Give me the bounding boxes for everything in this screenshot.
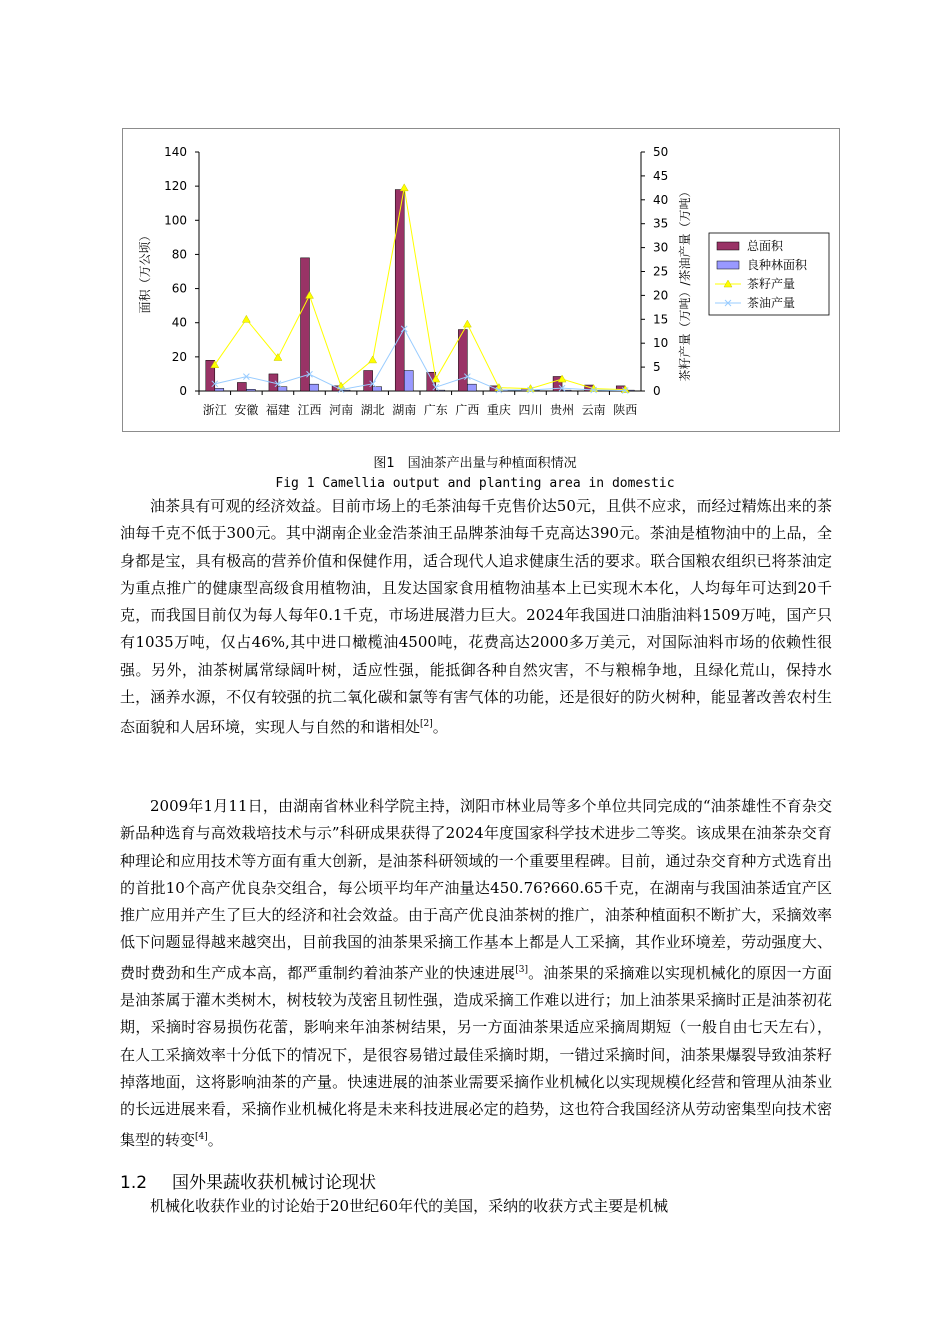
x-category-label: 江西 xyxy=(297,403,322,417)
x-category-label: 浙江 xyxy=(202,403,227,417)
para1-text: 油茶具有可观的经济效益。目前市场上的毛茶油每千克售价达50元，且供不应求，而经过精炼出来的茶油每千克不低于300元。其中湖南企业金浩茶油王品牌茶油每千克高达390元。茶油是植物油中的上品，全身都是宝，具有极高的营养价值和保健作用，适合现代人追求健康生活的要求。联合国粮农组织已将茶油定为重点推广的健康型高级食用植物油，且发达国家食用植物油基本上已实现木本化，人均每年可达到20千克，而我国目前仅为每人每年0.1千克，市场进展潜力巨大。2024年我国进口油脂油料1509万吨，国产只有1035万吨，仅占46%,其中进口橄榄油4500吨，花费高达2000多万美元，对国际油料市场的依赖性很强。另外，油茶树属常绿阔叶树，适应性强，能抵御各种自然灾害，不与粮棉争地，且绿化荒山，保持水土，涵养水源，不仅有较强的抗二氧化碳和氯等有害气体的功能，还是很好的防火树种，能显著改善农村生态面貌和人居环境，实现人与自然的和谐相处 xyxy=(120,497,832,737)
citation-2: [2] xyxy=(420,719,433,730)
bar-improved-area xyxy=(404,371,413,391)
point-seed-output xyxy=(242,315,250,322)
bar-improved-area xyxy=(215,388,224,391)
x-category-label: 云南 xyxy=(581,403,606,417)
x-category-label: 四川 xyxy=(518,403,543,417)
bar-improved-area xyxy=(467,384,476,391)
left-tick-label: 40 xyxy=(171,315,187,330)
x-category-label: 河南 xyxy=(329,403,354,417)
right-tick-label: 25 xyxy=(653,264,669,279)
figure-caption-en: Fig 1 Camellia output and planting area in domestic xyxy=(275,476,675,491)
x-category-label: 广东 xyxy=(423,403,448,417)
point-seed-output xyxy=(463,320,471,327)
x-category-label: 湖北 xyxy=(360,403,385,417)
right-tick-label: 45 xyxy=(653,168,669,183)
x-category-label: 湖南 xyxy=(392,403,417,417)
paragraph-economic-benefit xyxy=(120,493,832,742)
bar-total-area xyxy=(301,258,310,391)
x-category-label: 重庆 xyxy=(486,403,511,417)
bar-improved-area xyxy=(246,389,255,391)
section-number: 1.2 xyxy=(120,1173,148,1193)
left-axis-title: 面积（万公顷） xyxy=(138,229,152,314)
para3-text: 机械化收获作业的讨论始于20世纪60年代的美国，采纳的收获方式主要是机械 xyxy=(150,1197,669,1215)
bar-total-area xyxy=(395,190,404,391)
section-heading xyxy=(120,1168,376,1193)
left-tick-label: 0 xyxy=(179,384,187,398)
citation-4: [4] xyxy=(195,1131,208,1142)
right-tick-label: 40 xyxy=(653,192,669,207)
bar-total-area xyxy=(364,371,373,391)
legend-label: 总面积 xyxy=(747,239,784,253)
x-category-label: 福建 xyxy=(265,403,290,417)
right-tick-label: 5 xyxy=(653,360,661,375)
bar-improved-area xyxy=(373,387,382,391)
left-tick-label: 120 xyxy=(164,179,187,194)
right-tick-label: 15 xyxy=(653,312,669,327)
para2-text-a: 2009年1月11日，由湖南省林业科学院主持，浏阳市林业局等多个单位共同完成的“油茶雄性不育杂交新品种选育与高效栽培技术与示”科研成果获得了2024年度国家科学技术进步二等奖。该成果在油茶杂交育种理论和应用技术等方面有重大创新，是油茶科研领域的一个重要里程碑。目前，通过杂交育种方式选育出的首批10个高产优良杂交组合，每公顷平均年产油量达450.76?660.65千克，在湖南与我国油茶适宜产区推广应用并产生了巨大的经济和社会效益。由于高产优良油茶树的推广，油茶种植面积不断扩大，采摘效率低下问题显得越来越突出，目前我国的油茶果采摘工作基本上都是人工采摘，其作业环境差，劳动强度大、费时费劲和生产成本高，都严重制约着油茶产业的快速进展 xyxy=(120,797,832,982)
right-tick-label: 50 xyxy=(653,145,669,159)
bar-total-area xyxy=(458,330,467,391)
legend-label: 良种林面积 xyxy=(747,258,808,272)
paragraph-foreign-research xyxy=(120,1193,832,1220)
chart-svg xyxy=(123,129,839,431)
left-tick-label: 60 xyxy=(171,281,187,296)
x-category-label: 广西 xyxy=(455,403,480,417)
x-category-label: 陕西 xyxy=(613,403,638,417)
legend-swatch xyxy=(717,261,739,269)
right-tick-label: 20 xyxy=(653,288,669,303)
chart-figure xyxy=(122,128,840,432)
left-tick-label: 20 xyxy=(171,349,187,364)
right-axis-title: 茶籽产量（万吨）/茶油产量（万吨） xyxy=(678,185,692,382)
right-tick-label: 10 xyxy=(653,336,669,351)
x-category-label: 安徽 xyxy=(234,403,259,417)
bar-improved-area xyxy=(436,390,445,391)
right-tick-label: 30 xyxy=(653,240,669,255)
citation-3: [3] xyxy=(515,964,528,975)
legend-label: 茶油产量 xyxy=(747,296,796,310)
right-tick-label: 0 xyxy=(653,384,661,398)
legend-swatch xyxy=(717,242,739,250)
point-seed-output xyxy=(400,184,408,191)
section-title: 国外果蔬收获机械讨论现状 xyxy=(172,1173,376,1193)
left-tick-label: 100 xyxy=(164,213,187,228)
legend-label: 茶籽产量 xyxy=(747,277,796,291)
bar-total-area xyxy=(237,382,246,391)
left-tick-label: 80 xyxy=(171,247,187,262)
right-tick-label: 35 xyxy=(653,216,669,231)
point-seed-output xyxy=(369,356,377,363)
figure-caption-cn: 图1 国油茶产出量与种植面积情况 xyxy=(373,456,577,471)
paragraph-research-progress xyxy=(120,793,832,1154)
para2-text-b: 。油茶果的采摘难以实现机械化的原因一方面是油茶属于灌木类树木，树枝较为茂密且韧性强，造成采摘工作难以进行；加上油茶果采摘时正是油茶初花期，采摘时容易损伤花蕾，影响来年油茶树结果，另一方面油茶果适应采摘周期短（一般自由七天左右），在人工采摘效率十分低下的情况下，是很容易错过最佳采摘时期，一错过采摘时间，油茶果爆裂导致油茶籽掉落地面，这将影响油茶的产量。快速进展的油茶业需要采摘作业机械化以实现规模化经营和管理从油茶业的长远进展来看，采摘作业机械化将是未来科技进展必定的趋势，这也符合我国经济从劳动密集型向技术密集型的转变 xyxy=(120,963,832,1149)
para2-end: 。 xyxy=(207,1130,223,1149)
left-tick-label: 140 xyxy=(164,145,187,159)
para1-end: 。 xyxy=(432,718,448,737)
bar-improved-area xyxy=(278,387,287,391)
bar-improved-area xyxy=(310,384,319,391)
bar-improved-area xyxy=(562,390,571,391)
x-category-label: 贵州 xyxy=(550,403,575,417)
